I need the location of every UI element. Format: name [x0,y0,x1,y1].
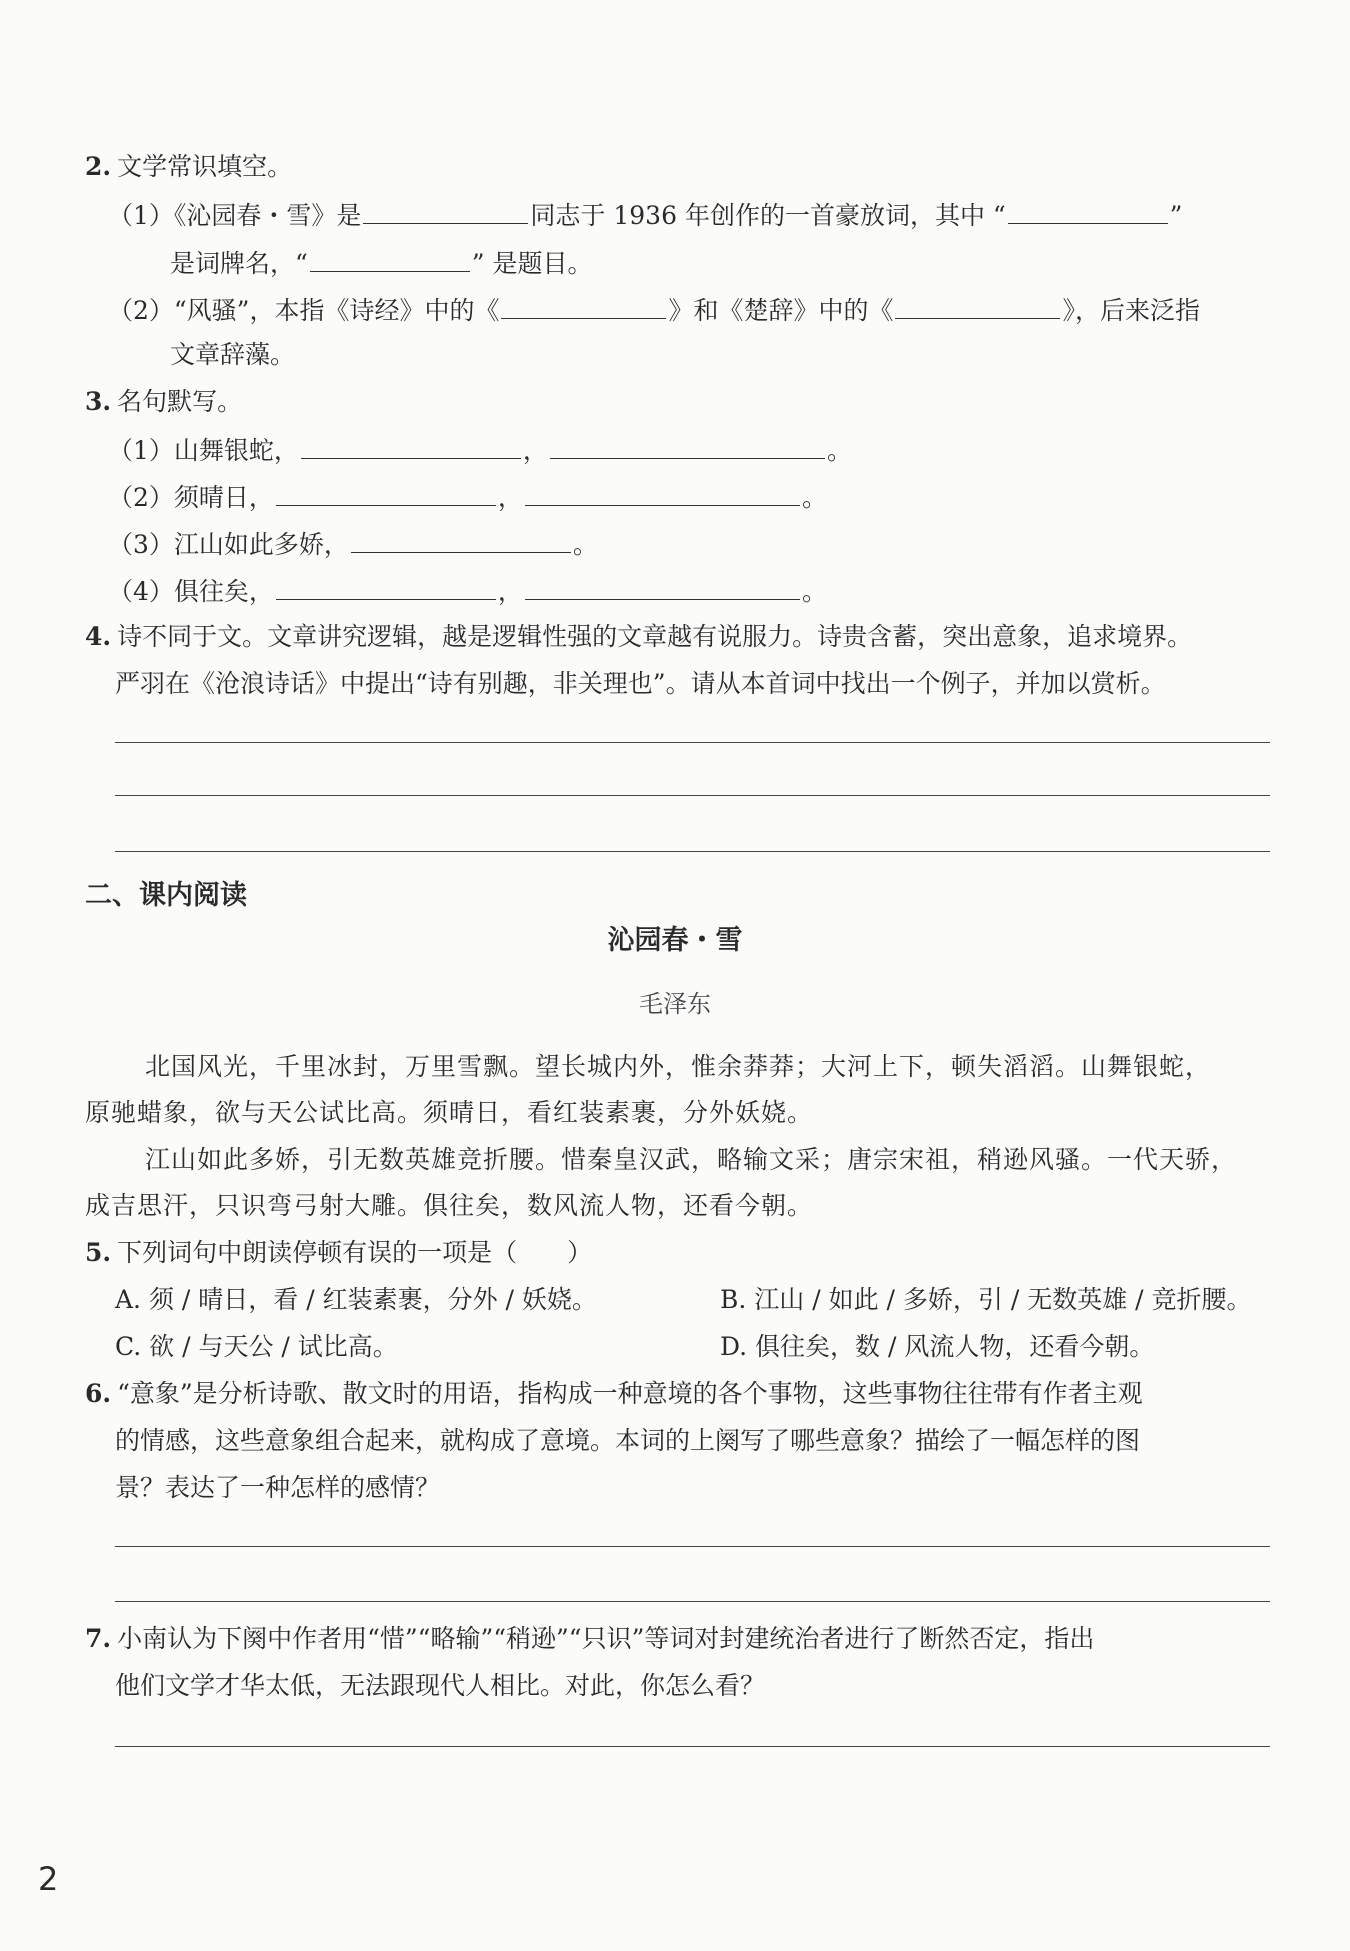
answer-line[interactable] [115,1546,1270,1547]
q6-line1: 6. “意象”是分析诗歌、散文时的用语，指构成一种意境的各个事物，这些事物往往带有作者主观 [85,1379,1143,1408]
fill-blank[interactable] [301,432,521,459]
q2-sub1-line2: 是词牌名，“ ” 是题目。 [170,245,593,281]
fill-blank[interactable] [363,197,528,224]
answer-line[interactable] [115,1601,1270,1602]
fill-blank[interactable] [525,479,800,506]
poem-p1-line2: 原驰蜡象，欲与天公试比高。须晴日，看红装素裹，分外妖娆。 [85,1098,814,1127]
answer-line[interactable] [115,795,1270,796]
q7-line1: 7. 小南认为下阕中作者用“惜”“略输”“稍逊”“只识”等词对封建统治者进行了断然否定，指出 [85,1624,1095,1653]
fill-blank[interactable] [550,432,825,459]
q4-line2: 严羽在《沧浪诗话》中提出“诗有别趣，非关理也”。请从本首词中找出一个例子，并加以赏析。 [115,669,1166,698]
fill-blank[interactable] [276,479,496,506]
fill-blank[interactable] [1008,197,1168,224]
answer-line[interactable] [115,1746,1270,1747]
answer-line[interactable] [115,742,1270,743]
q3-item-3: （3）江山如此多娇， 。 [108,526,598,562]
q2-stem: 2. 文学常识填空。 [85,152,293,181]
fill-blank[interactable] [895,292,1060,319]
q5-option-a[interactable]: A. 须 / 晴日，看 / 红装素裹，分外 / 妖娆。 [115,1285,597,1314]
q5-option-b[interactable]: B. 江山 / 如此 / 多娇，引 / 无数英雄 / 竞折腰。 [720,1285,1252,1314]
fill-blank[interactable] [351,526,571,553]
q6-line3: 景？表达了一种怎样的感情？ [115,1473,441,1502]
q3-item-4: （4）俱往矣， ， 。 [108,573,827,609]
q4-line1: 4. 诗不同于文。文章讲究逻辑，越是逻辑性强的文章越有说服力。诗贵含蓄，突出意象，追求境界。 [85,622,1193,651]
q3-item-1: （1）山舞银蛇， ， 。 [108,432,852,468]
section-heading: 二、课内阅读 [85,880,247,911]
q3-item-2: （2）须晴日， ， 。 [108,479,827,515]
fill-blank[interactable] [501,292,666,319]
poem-p2-line1: 江山如此多娇，引无数英雄竞折腰。惜秦皇汉武，略输文采；唐宗宋祖，稍逊风骚。一代天骄， [145,1145,1238,1174]
fill-blank[interactable] [310,245,470,272]
poem-p1-line1: 北国风光，千里冰封，万里雪飘。望长城内外，惟余莽莽；大河上下，顿失滔滔。山舞银蛇， [145,1052,1212,1081]
q5-stem: 5. 下列词句中朗读停顿有误的一项是（ ） [85,1238,593,1267]
q2-sub2-line1: （2）“风骚”，本指《诗经》中的《 》和《楚辞》中的《 》，后来泛指 [108,292,1200,328]
q5-option-d[interactable]: D. 俱往矣，数 / 风流人物，还看今朝。 [720,1332,1155,1361]
fill-blank[interactable] [525,573,800,600]
q6-line2: 的情感，这些意象组合起来，就构成了意境。本词的上阕写了哪些意象？描绘了一幅怎样的图 [115,1426,1141,1455]
q7-line2: 他们文学才华太低，无法跟现代人相比。对此，你怎么看？ [115,1671,766,1700]
poem-p2-line2: 成吉思汗，只识弯弓射大雕。俱往矣，数风流人物，还看今朝。 [85,1191,814,1220]
poem-author: 毛泽东 [639,990,711,1018]
q2-sub2-line2: 文章辞藻。 [170,340,296,369]
poem-title: 沁园春・雪 [607,925,743,956]
page-number: 2 [38,1860,59,1898]
q5-option-c[interactable]: C. 欲 / 与天公 / 试比高。 [115,1332,398,1361]
fill-blank[interactable] [276,573,496,600]
q2-sub1-line1: （1）《沁园春・雪》是 同志于 1936 年创作的一首豪放词，其中 “ ” [108,197,1182,233]
q3-stem: 3. 名句默写。 [85,387,243,416]
answer-line[interactable] [115,851,1270,852]
